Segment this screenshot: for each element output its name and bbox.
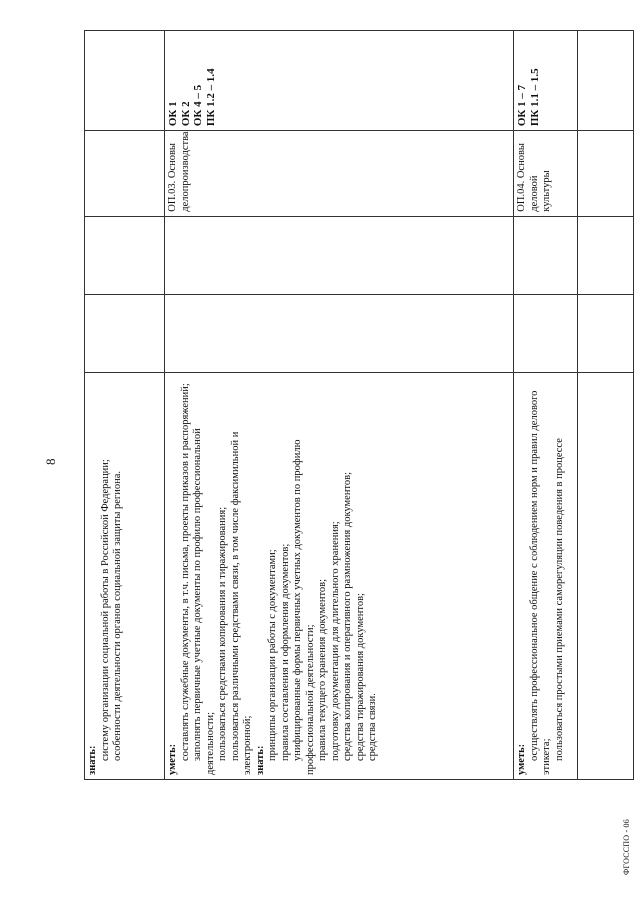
requirements-cell [165,373,514,780]
competency-table [84,30,634,780]
competency-cell [165,31,514,131]
requirement-line: пользоваться средствами копирования и тиражирования; [217,506,228,761]
empty-cell [578,31,634,131]
requirement-line: правила текущего хранения документов; [317,578,328,761]
competency-code: ПК 1.1 – 1.5 [528,68,541,127]
requirement-line: составлять служебные документы, в т.ч. письма, проекты приказов и распоряжений; [179,383,191,761]
requirement-line: заполнять первичные учетные документы по профилю профессиональной деятельности; [192,425,216,775]
competency-code: ПК 1.2 – 1.4 [204,68,217,127]
table-row [85,31,165,780]
block-heading: знать: [254,745,266,775]
page-number: 8 [43,458,58,465]
block-heading: уметь: [167,743,178,775]
table-row [165,31,514,780]
competency-cell [85,31,165,131]
block-heading: уметь: [516,743,527,775]
table-row [514,31,578,780]
empty-cell [165,216,514,294]
empty-cell [578,131,634,217]
competency-code: ОК 4 – 5 [192,84,204,127]
requirement-line: средства тиражирования документов; [354,593,366,761]
footer-label: ФГОССПО - 06 [622,819,631,875]
discipline-cell: ОП.04. Основы деловой культуры [514,131,578,217]
table-row-empty [578,31,634,780]
empty-cell [514,216,578,294]
empty-cell [578,216,634,294]
requirement-line: принципы организации работы с документами; [267,549,278,761]
block-heading: знать: [87,745,98,775]
competency-code: ОК 1 [167,101,179,127]
requirement-line: правила составления и оформления документов; [279,543,291,761]
requirement-line: пользоваться различными средствами связи, в том числе факсимильной и электронной; [229,429,253,775]
competency-cell [514,31,578,131]
empty-cell [85,294,165,372]
discipline-cell [85,131,165,217]
empty-cell [578,373,634,780]
discipline-cell: ОП.03. Основы делопроизводства [165,131,514,217]
requirement-line: средства копирования и оперативного размножения документов; [342,471,353,761]
requirement-line: пользоваться простыми приемами саморегуляции поведения в процессе [553,438,565,761]
empty-cell [578,294,634,372]
empty-cell [514,294,578,372]
competency-code: ОК 2 [179,101,192,127]
requirements-cell [514,373,578,780]
requirement-line: подготовку документации для длительного хранения; [329,521,341,761]
requirement-line: осуществлять профессиональное общение с соблюдением норм и правил делового этикета; [528,387,552,775]
requirement-line: систему организации социальной работы в Российской Федерации; [99,459,111,761]
requirements-cell [85,373,165,780]
empty-cell [85,216,165,294]
empty-cell [165,294,514,372]
requirement-line: унифицированные формы первичных учетных документов по профилю профессиональной деятельности; [292,436,316,775]
requirement-line: особенности деятельности органов социальной защиты региона. [112,471,123,761]
requirement-line: средства связи. [367,693,378,761]
competency-code: ОК 1 – 7 [516,84,528,127]
